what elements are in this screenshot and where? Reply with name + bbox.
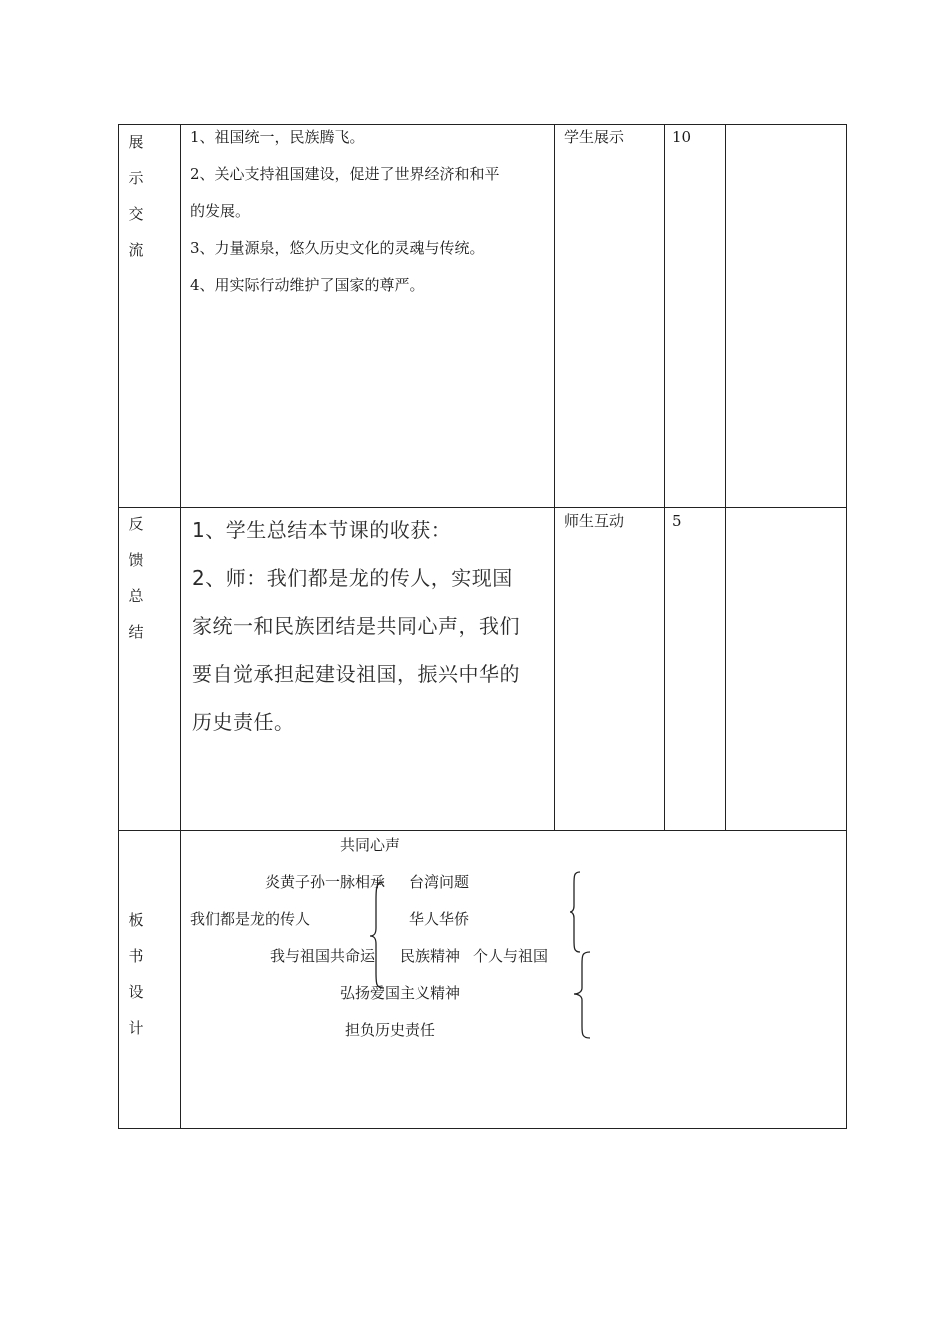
stage-label-feedback (116, 506, 156, 650)
stage-label-board (116, 902, 156, 1046)
board-right-a-1: 台湾问题 (409, 873, 470, 891)
board-middle-1: 炎黄子孙一脉相承 (265, 873, 386, 891)
table-border-right (846, 124, 847, 1129)
column-divider-method (664, 124, 665, 831)
board-right-b-2: 个人与祖国 (473, 947, 549, 965)
right-brace-b (572, 950, 594, 1040)
content-line: 历史责任。 (192, 710, 295, 734)
board-middle-4: 担负历史责任 (345, 1021, 436, 1039)
board-middle-3: 弘扬爱国主义精神 (340, 984, 461, 1002)
content-line: 2、关心支持祖国建设，促进了世界经济和和平 (190, 165, 500, 183)
right-brace-a (568, 870, 584, 954)
stage-char: 书 (128, 947, 144, 965)
stage-char: 计 (128, 1019, 144, 1037)
stage-char: 展 (128, 133, 144, 151)
board-left: 我们都是龙的传人 (190, 910, 311, 928)
board-title: 共同心声 (340, 836, 401, 854)
stage-char: 设 (128, 983, 144, 1001)
feedback-content (192, 506, 548, 746)
display-content (190, 119, 552, 304)
stage-char: 交 (128, 205, 144, 223)
display-method: 学生展示 (564, 128, 625, 146)
feedback-method: 师生互动 (564, 512, 625, 530)
stage-char: 板 (128, 911, 144, 929)
column-divider-stage (180, 124, 181, 1129)
row-divider-2 (118, 830, 847, 831)
feedback-minutes: 5 (672, 512, 682, 530)
stage-char: 馈 (128, 551, 144, 569)
content-line: 4、用实际行动维护了国家的尊严。 (190, 276, 425, 294)
stage-char: 反 (128, 515, 144, 533)
stage-label-display (116, 124, 156, 268)
left-brace (368, 880, 388, 990)
display-minutes: 10 (672, 128, 692, 146)
stage-char: 流 (128, 241, 144, 259)
board-right-b-1: 民族精神 (400, 947, 461, 965)
column-divider-content (554, 124, 555, 831)
content-line: 2、师：我们都是龙的传人，实现国 (192, 566, 513, 590)
stage-char: 总 (128, 587, 144, 605)
content-line: 1、学生总结本节课的收获： (192, 518, 452, 542)
board-middle-2: 我与祖国共命运 (270, 947, 376, 965)
content-line: 要自觉承担起建设祖国，振兴中华的 (192, 662, 520, 686)
content-line: 家统一和民族团结是共同心声，我们 (192, 614, 520, 638)
content-line: 的发展。 (190, 202, 251, 220)
stage-char: 示 (128, 169, 144, 187)
table-border-bottom (118, 1128, 847, 1129)
column-divider-minutes (725, 124, 726, 831)
content-line: 1、祖国统一，民族腾飞。 (190, 128, 365, 146)
stage-char: 结 (128, 623, 144, 641)
board-right-a-2: 华人华侨 (409, 910, 470, 928)
content-line: 3、力量源泉，悠久历史文化的灵魂与传统。 (190, 239, 485, 257)
